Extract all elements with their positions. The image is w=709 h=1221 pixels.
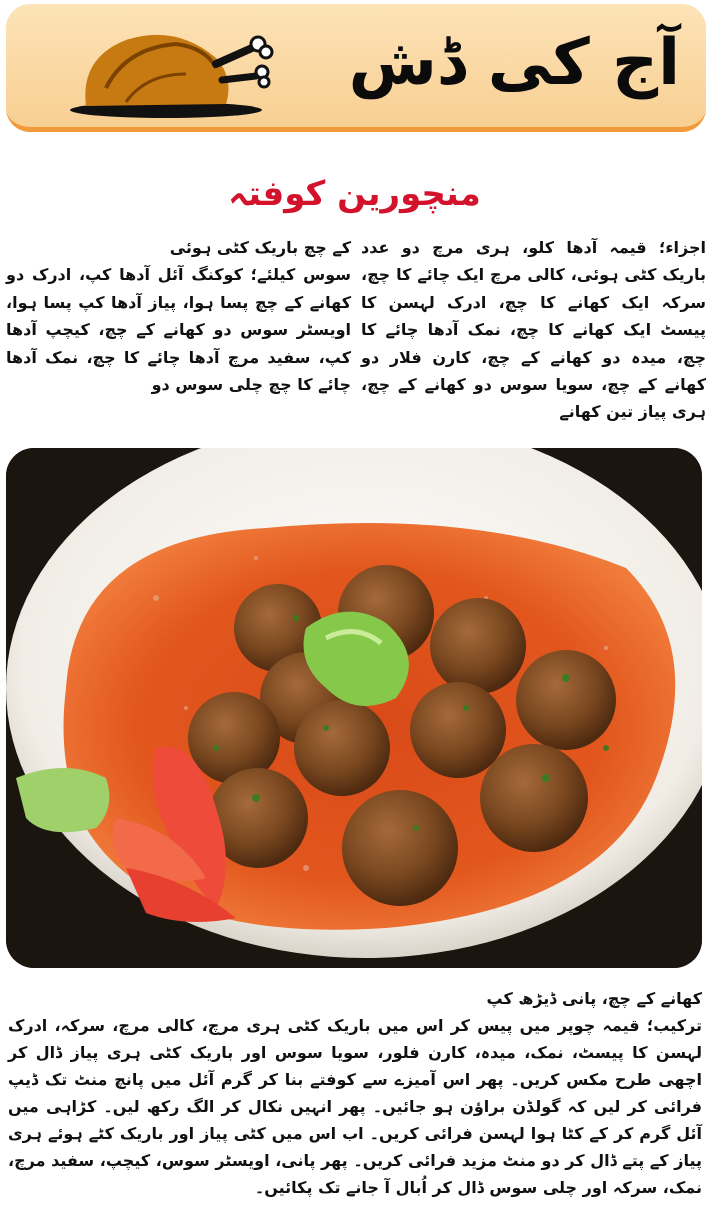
method-text: قیمہ چوپر میں پیس کر اس میں باریک کٹی ہری مرچ، کالی مرچ، سرکہ، ادرک لہسن کا پیسٹ، نمک، میدہ، کارن فلور، سویا سوس اور باریک کٹی ہری پیاز ڈال کر اچھی طرح مکس کریں۔ پھر اس آمیزے سے کوفتے بنا کر گرم آئل میں پانچ منٹ تک ڈیپ فرائی کر لیں کہ گولڈن براؤن ہو جائیں۔ پھر انہیں نکال کر الگ رکھ لیں۔ کڑاہی میں آئل گرم کر کے کٹا ہوا لہسن فرائی کریں۔ اب اس میں کٹی پیاز اور باریک کٹے ہوئے ہری پیاز کے پتے ڈال کر دو منٹ مزید فرائی کریں۔ پھر پانی، اویسٹر سوس، کیچپ، سفید مرچ، نمک، سرکہ اور چلی سوس ڈال کر اُبال آ جانے تک پکائیں۔ xyxy=(8,1016,702,1197)
method-label: ترکیب؛ xyxy=(646,1016,703,1035)
ingredients-label: اجزاء؛ xyxy=(658,238,706,257)
ingredients-column-left xyxy=(6,234,351,398)
kofta-plate-image xyxy=(6,448,702,968)
section-title: آج کی ڈش xyxy=(348,26,680,100)
recipe-method xyxy=(8,985,702,1201)
sauce-text: کوکنگ آئل آدھا کپ، ادرک دو کھانے کے چچ پسا ہوا، پیاز آدھا کپ پسا ہوا، اویسٹر سوس دو کھانے کے چچ، کیچپ آدھا کپ، سفید مرچ آدھا چائے کا چچ، نمک آدھا چائے کا چچ چلی سوس دو xyxy=(6,265,351,395)
ingredients-text: قیمہ آدھا کلو، ہری مرچ دو عدد باریک کٹی ہوئی، کالی مرچ ایک چائے کا چچ، سرکہ ایک کھانے کا چچ، ادرک لہسن کا پیسٹ ایک کھانے کا چچ، نمک آدھا چائے کا چچ، میدہ دو کھانے کے چچ، کارن فلار دو کھانے کے چچ، سویا سوس دو کھانے کے چچ، ہری پیاز تین کھانے xyxy=(361,238,706,422)
dish-photo xyxy=(6,448,702,968)
ingredients-column-right xyxy=(361,234,706,426)
ingredients-section xyxy=(6,234,706,434)
roast-chicken-logo xyxy=(66,18,276,124)
dish-title: منچورین کوفتہ xyxy=(228,174,481,214)
sauce-label: سوس کیلئے؛ xyxy=(250,265,351,285)
ingredients-continued: کے چچ باریک کٹی ہوئی xyxy=(169,238,351,257)
ingredients-tail: کھانے کے چچ، پانی ڈیڑھ کپ xyxy=(486,989,702,1008)
header-banner xyxy=(6,4,706,132)
